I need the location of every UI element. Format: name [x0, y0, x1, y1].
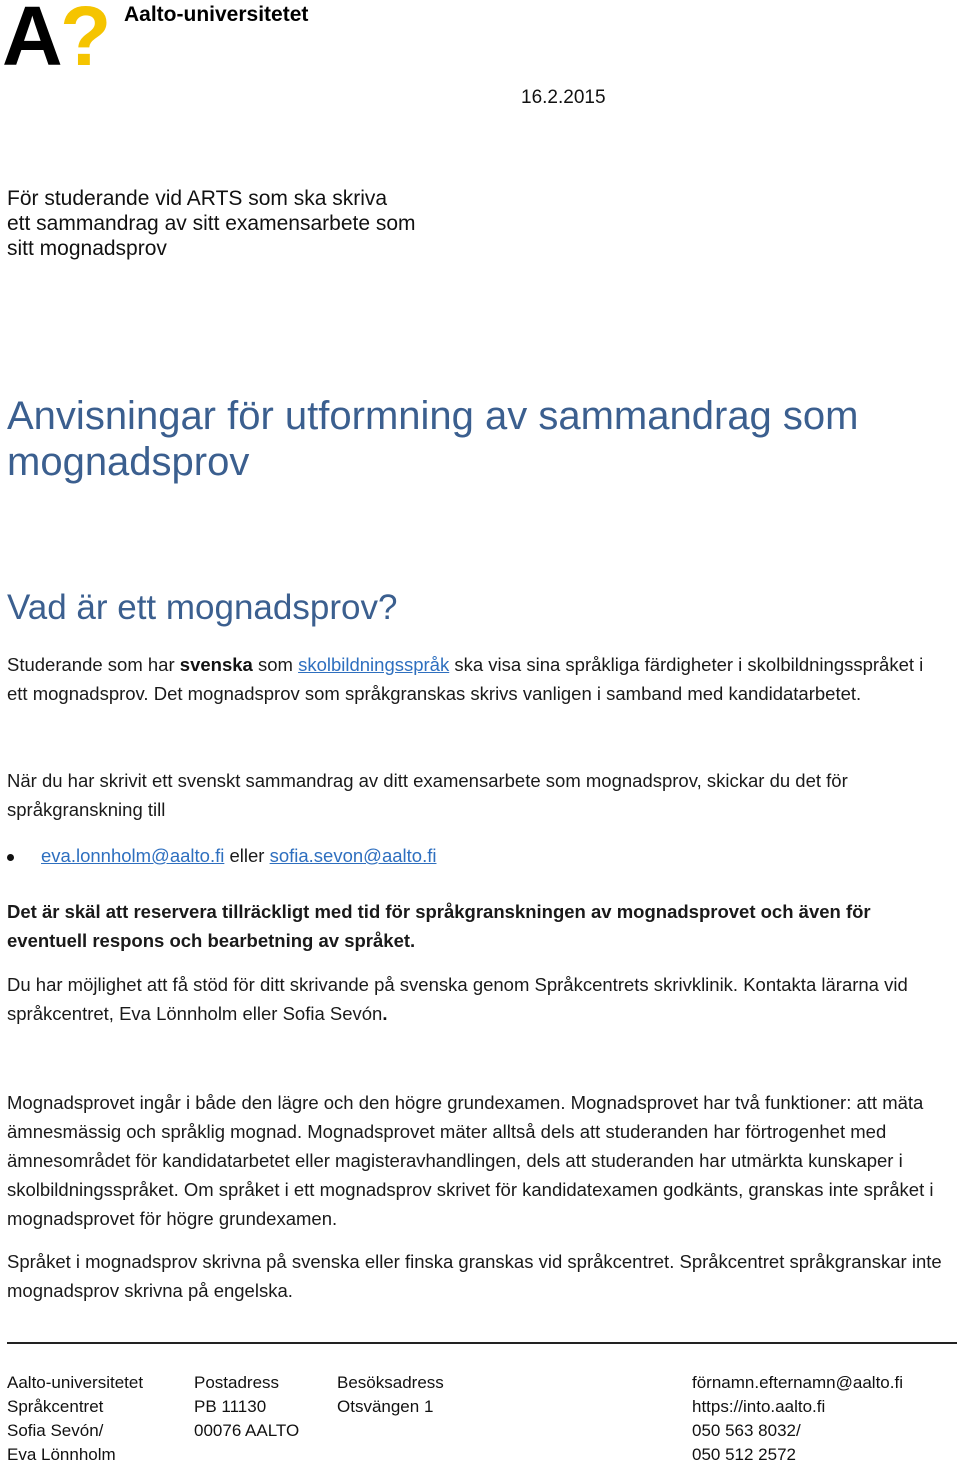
submission-paragraph: När du har skrivit ett svenskt sammandrag av ditt examensarbete som mognadsprov, skickar du det för språkgranskning till: [7, 770, 848, 820]
maturity-test-paragraph: Mognadsprovet ingår i både den lägre och den högre grundexamen. Mognadsprovet har två funktioner: att mäta ämnesmässig och språklig mognad. Mognadsprovet mäter alltså dels att studeranden har förtrogenhet med ämnesområdet för kandidatarbetet eller magisteravhandlingen, dels att studeranden har utmärkta kunskaper i skolbildningsspråket. Om språket i ett mognadsprov skrivet för kandidatexamen godkänts, granskas inte språket i mognadsprovet för högre grundexamen.: [7, 1092, 934, 1229]
skolbildningssprak-link[interactable]: skolbildningsspråk: [298, 654, 450, 675]
audience-line: sitt mognadsprov: [7, 237, 167, 260]
reserve-time-notice: Det är skäl att reservera tillräckligt med tid för språkgranskningen av mognadsprovet och även för eventuell respons och bearbetning av språket.: [7, 901, 871, 951]
footer-contact: [692, 1371, 903, 1467]
writing-clinic-paragraph: [7, 970, 942, 1028]
writing-clinic-text: Du har möjlighet att få stöd för ditt skrivande på svenska genom Språkcentrets skrivklinik. Kontakta lärarna vid språkcentret, Eva Lönnholm eller Sofia Sevón: [7, 974, 908, 1024]
intro-bold-language: svenska: [179, 654, 253, 675]
footer-line: Postadress: [194, 1373, 280, 1392]
bullet-icon: [7, 854, 14, 861]
footer-line: förnamn.efternamn@aalto.fi: [692, 1373, 903, 1392]
email-link-sofia[interactable]: sofia.sevon@aalto.fi: [269, 845, 437, 866]
footer-line: 050 563 8032/: [692, 1421, 801, 1440]
footer-divider: [7, 1342, 957, 1344]
main-title: Anvisningar för utformning av sammandrag som mognadsprov: [7, 394, 859, 484]
footer-line: Aalto-universitetet: [7, 1373, 144, 1392]
footer-line: https://into.aalto.fi: [692, 1397, 826, 1416]
section-title: Vad är ett mognadsprov?: [7, 588, 398, 627]
footer-line: Besöksadress: [337, 1373, 444, 1392]
document-date: 16.2.2015: [521, 87, 606, 108]
audience-heading: [7, 186, 607, 261]
footer-line: 050 512 2572: [692, 1445, 796, 1464]
audience-line: För studerande vid ARTS som ska skriva: [7, 187, 388, 210]
intro-text-3: ska visa sina språkliga färdigheter i skolbildningsspråket i ett mognadsprov. Det mognadsprov som språkgranskas skrivs vanligen i samband med kandidatarbetet.: [7, 654, 924, 704]
writing-clinic-end: .: [382, 1003, 388, 1024]
logo-question-mark: ?: [60, 0, 112, 83]
audience-line: ett sammandrag av sitt examensarbete som: [7, 212, 416, 235]
footer-line: Sofia Sevón/: [7, 1421, 104, 1440]
footer-visiting-address: [337, 1371, 444, 1419]
footer-line: PB 11130: [194, 1397, 267, 1416]
bullet-separator: eller: [224, 845, 270, 866]
footer-line: 00076 AALTO: [194, 1421, 300, 1440]
logo-university-name: Aalto-universitetet: [124, 3, 309, 26]
logo-letter-a: A: [2, 0, 63, 83]
footer-organization: [7, 1371, 143, 1467]
footer-postal-address: [194, 1371, 299, 1443]
footer-line: Språkcentret: [7, 1397, 104, 1416]
intro-text-1: Studerande som har: [7, 654, 180, 675]
footer-line: Eva Lönnholm: [7, 1445, 116, 1464]
language-review-paragraph: Språket i mognadsprov skrivna på svenska eller finska granskas vid språkcentret. Språkcentret språkgranskar inte mognadsprov skrivna på engelska.: [7, 1251, 942, 1301]
intro-text-2: som: [252, 654, 299, 675]
email-link-eva[interactable]: eva.lonnholm@aalto.fi: [41, 845, 225, 866]
intro-paragraph: [7, 650, 942, 708]
footer-line: Otsvängen 1: [337, 1397, 434, 1416]
